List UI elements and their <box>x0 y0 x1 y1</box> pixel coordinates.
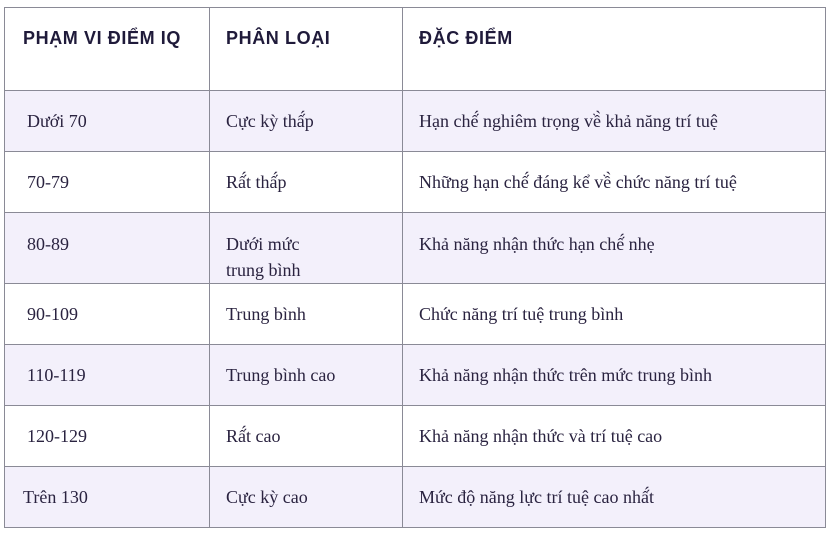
cell-category: Rấ́t cao <box>210 406 403 467</box>
table-header <box>5 8 826 91</box>
header-row <box>5 8 826 91</box>
table-row <box>5 467 826 528</box>
cell-iq-range: Dưới 70 <box>5 91 210 152</box>
cell-traits: Khả năng nhận thức hạn chế́ nhẹ <box>403 213 826 284</box>
header-iq-range: PHẠM VI ĐIỂM IQ <box>5 8 210 91</box>
cell-traits: Khả năng nhận thức và trí tuệ cao <box>403 406 826 467</box>
cell-iq-range: 110-119 <box>5 345 210 406</box>
cell-traits: Khả năng nhận thức trên mức trung bình <box>403 345 826 406</box>
cell-category: Cực kỳ cao <box>210 467 403 528</box>
table-row <box>5 284 826 345</box>
cell-iq-range: Trên 130 <box>5 467 210 528</box>
header-category: PHÂN LOẠI <box>210 8 403 91</box>
table-row <box>5 345 826 406</box>
cell-traits: Những hạn chế́ đáng kể về̀ chức năng trí tuệ <box>403 152 826 213</box>
cell-category: Dưới mức trung bình <box>210 213 403 284</box>
table-body <box>5 91 826 528</box>
table-row <box>5 152 826 213</box>
cell-category: Trung bình cao <box>210 345 403 406</box>
cell-traits: Chức năng trí tuệ trung bình <box>403 284 826 345</box>
cell-traits: Mức độ năng lực trí tuệ cao nhấ́t <box>403 467 826 528</box>
cell-traits: Hạn chế́ nghiêm trọng về̀ khả năng trí tuệ <box>403 91 826 152</box>
cell-iq-range: 70-79 <box>5 152 210 213</box>
cell-category: Trung bình <box>210 284 403 345</box>
header-traits: ĐẶC ĐIỂM <box>403 8 826 91</box>
iq-classification-table <box>4 7 826 528</box>
table-row <box>5 213 826 284</box>
cell-iq-range: 120-129 <box>5 406 210 467</box>
cell-iq-range: 80-89 <box>5 213 210 284</box>
cell-category: Cực kỳ thấ́p <box>210 91 403 152</box>
table-row <box>5 91 826 152</box>
cell-category: Rấ́t thấ́p <box>210 152 403 213</box>
cell-iq-range: 90-109 <box>5 284 210 345</box>
table-row <box>5 406 826 467</box>
